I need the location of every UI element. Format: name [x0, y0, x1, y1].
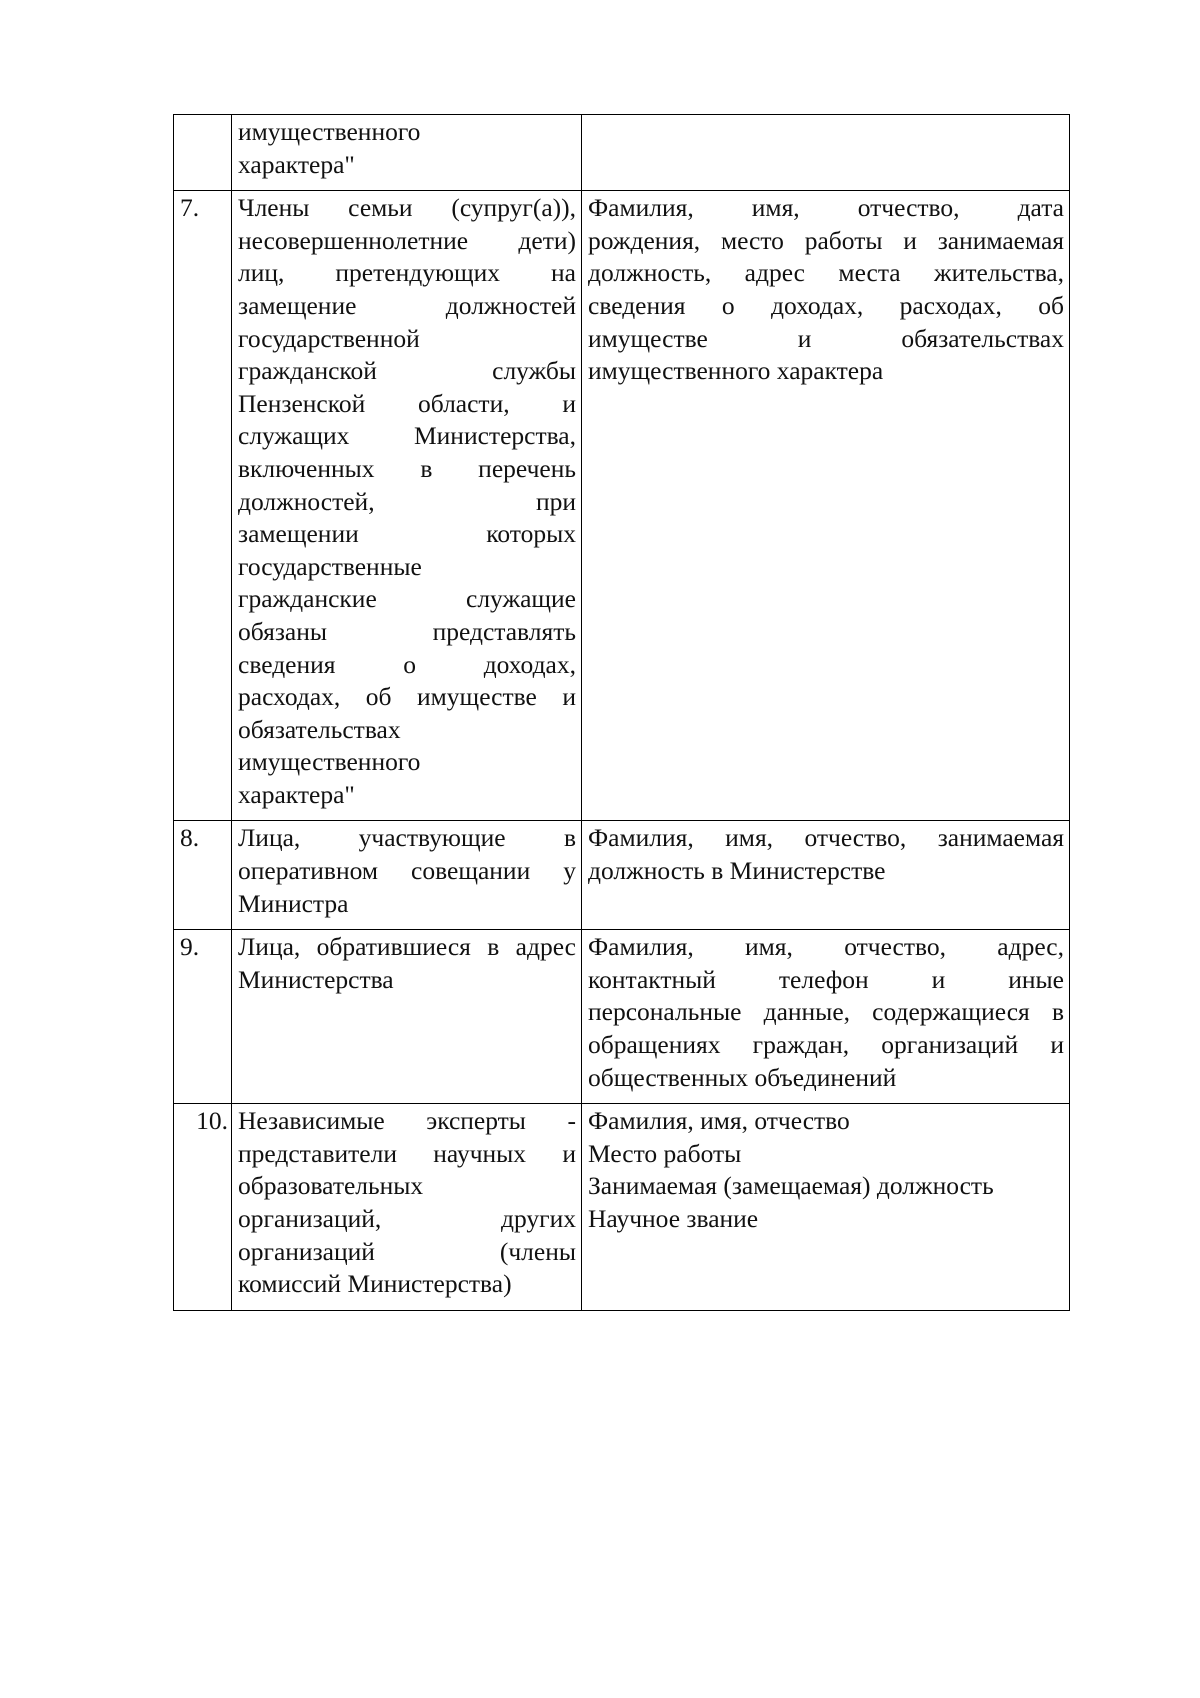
cell-text-line: лиц, претендующих на	[238, 258, 576, 288]
cell-text-line: имущественного	[238, 117, 421, 146]
cell-text-line: гражданской службы	[238, 356, 576, 386]
category-cell	[232, 930, 582, 1104]
row-number: 7.	[180, 193, 200, 223]
row-number-cell	[174, 821, 232, 930]
data-cell	[582, 930, 1070, 1104]
table-row	[174, 1104, 1070, 1311]
cell-text-line: должность, адрес места жительства,	[588, 258, 1064, 288]
cell-text-line: рождения, место работы и занимаемая	[588, 225, 1064, 255]
data-cell	[582, 191, 1070, 821]
cell-text-line: Независимые эксперты -	[238, 1106, 576, 1136]
row-number-cell	[174, 191, 232, 821]
row-number-cell	[174, 1104, 232, 1311]
table-row	[174, 191, 1070, 821]
cell-text-line: характера"	[238, 149, 355, 179]
cell-text-line: Члены семьи (супруг(а)),	[238, 193, 576, 223]
cell-text-line: представители научных и	[238, 1138, 576, 1168]
cell-text-line: оперативном совещании у	[238, 856, 576, 886]
cell-text-line: государственные	[238, 551, 422, 581]
cell-text-line: замещении которых	[238, 519, 576, 549]
cell-text-line: комиссий Министерства)	[238, 1269, 512, 1299]
row-number-cell	[174, 930, 232, 1104]
cell-text-line: Министерства	[238, 964, 394, 994]
cell-text-line: характера"	[238, 779, 355, 809]
cell-text-line: должность в Министерстве	[588, 856, 886, 886]
cell-text-line: обращениях граждан, организаций и	[588, 1030, 1064, 1060]
row-number: 9.	[180, 932, 200, 962]
category-cell	[232, 115, 582, 191]
cell-text-line: Занимаемая (замещаемая) должность	[588, 1171, 994, 1201]
cell-text-line: Фамилия, имя, отчество, адрес,	[588, 932, 1064, 962]
table-row	[174, 115, 1070, 191]
cell-text-line: Фамилия, имя, отчество	[588, 1106, 850, 1136]
row-number: 10.	[196, 1106, 228, 1136]
cell-text-line: Фамилия, имя, отчество, дата	[588, 193, 1064, 223]
cell-text-line: организаций (члены	[238, 1236, 576, 1266]
cell-text-line: Министра	[238, 888, 349, 918]
cell-text-line: общественных объединений	[588, 1062, 897, 1092]
cell-text-line: образовательных	[238, 1171, 424, 1201]
cell-text-line: имуществе и обязательствах	[588, 323, 1064, 353]
cell-text-line: Научное звание	[588, 1204, 759, 1233]
cell-text-line: персональные данные, содержащиеся в	[588, 997, 1064, 1027]
data-cell	[582, 115, 1070, 191]
category-cell	[232, 1104, 582, 1311]
cell-text-line: государственной	[238, 323, 420, 353]
cell-text-line: организаций, других	[238, 1204, 576, 1233]
category-cell	[232, 191, 582, 821]
cell-text-line: имущественного	[238, 747, 421, 777]
cell-text-line: сведения о доходах, расходах, об	[588, 290, 1064, 320]
cell-text-line: включенных в перечень	[238, 453, 576, 483]
cell-text-line: Место работы	[588, 1138, 742, 1168]
cell-text-line: Лица, участвующие в	[238, 823, 576, 853]
cell-text-line: Фамилия, имя, отчество, занимаемая	[588, 823, 1064, 853]
cell-text-line: обязаны представлять	[238, 616, 576, 646]
personal-data-table	[173, 114, 1070, 1311]
cell-text-line: Лица, обратившиеся в адрес	[238, 932, 576, 962]
cell-text-line: замещение должностей	[238, 290, 576, 320]
cell-text-line: служащих Министерства,	[238, 421, 576, 451]
cell-text-line: обязательствах	[238, 714, 401, 744]
cell-text-line: сведения о доходах,	[238, 649, 576, 679]
cell-text-line: расходах, об имуществе и	[238, 682, 576, 712]
row-number-cell	[174, 115, 232, 191]
cell-text-line: контактный телефон и иные	[588, 964, 1064, 994]
data-cell	[582, 1104, 1070, 1311]
cell-text-line: должностей, при	[238, 486, 576, 516]
table-row	[174, 930, 1070, 1104]
cell-text-line: несовершеннолетние дети)	[238, 225, 576, 255]
cell-text-line: Пензенской области, и	[238, 388, 576, 418]
table-row	[174, 821, 1070, 930]
category-cell	[232, 821, 582, 930]
cell-text-line: имущественного характера	[588, 356, 884, 386]
cell-text-line: гражданские служащие	[238, 584, 576, 614]
row-number: 8.	[180, 823, 200, 853]
data-cell	[582, 821, 1070, 930]
